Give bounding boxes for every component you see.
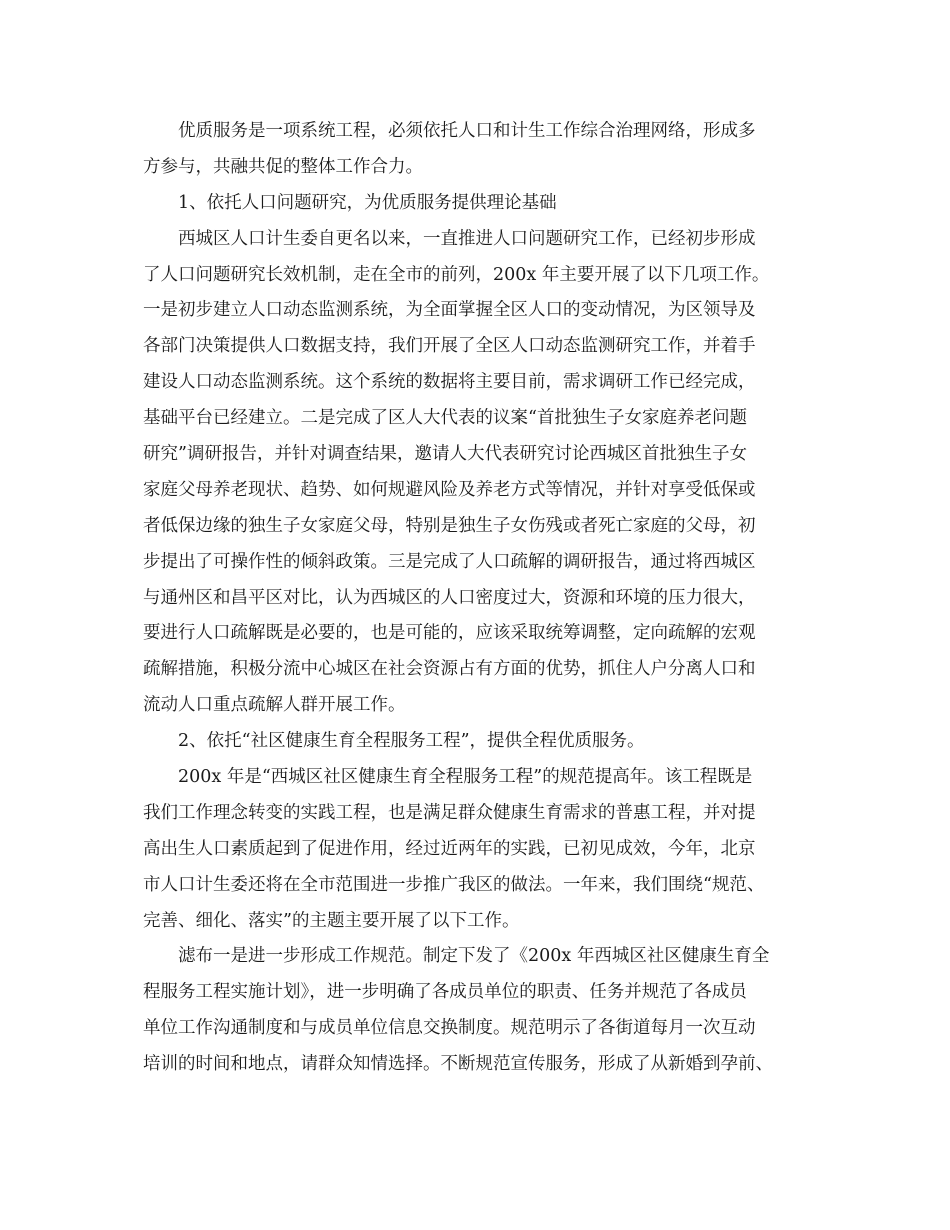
text-line: 完善、细化、落实”的主题主要开展了以下工作。 bbox=[143, 910, 520, 931]
text-line: 研究”调研报告，并针对调查结果，邀请人大代表研究讨论西城区首批独生子女 bbox=[143, 444, 747, 465]
text-line: 一是初步建立人口动态监测系统，为全面掌握全区人口的变动情况，为区领导及 bbox=[143, 300, 756, 321]
text-line: 单位工作沟通制度和与成员单位信息交换制度。规范明示了各街道每月一次互动 bbox=[143, 1018, 756, 1039]
text-line: 培训的时间和地点，请群众知情选择。不断规范宣传服务，形成了从新婚到孕前、 bbox=[143, 1054, 773, 1075]
text-line: 滤布一是进一步形成工作规范。制定下发了《200x 年西城区社区健康生育全 bbox=[178, 946, 770, 967]
text-line: 200x 年是“西城区社区健康生育全程服务工程”的规范提高年。该工程既是 bbox=[178, 767, 753, 788]
text-line: 要进行人口疏解既是必要的，也是可能的，应该采取统筹调整，定向疏解的宏观 bbox=[143, 623, 756, 644]
text-line: 基础平台已经建立。二是完成了区人大代表的议案“首批独生子女家庭养老问题 bbox=[143, 408, 747, 429]
text-line: 优质服务是一项系统工程，必须依托人口和计生工作综合治理网络，形成多 bbox=[178, 121, 756, 141]
text-line: 我们工作理念转变的实践工程，也是满足群众健康生育需求的普惠工程，并对提 bbox=[143, 802, 756, 823]
text-line: 各部门决策提供人口数据支持，我们开展了全区人口动态监测研究工作，并着手 bbox=[143, 336, 756, 357]
document-body bbox=[143, 114, 803, 1083]
text-line: 2、依托“社区健康生育全程服务工程”，提供全程优质服务。 bbox=[178, 731, 645, 752]
text-line: 方参与，共融共促的整体工作合力。 bbox=[143, 156, 423, 177]
text-line: 者低保边缘的独生子女家庭父母，特别是独生子女伤残或者死亡家庭的父母，初 bbox=[143, 515, 756, 536]
text-line: 流动人口重点疏解人群开展工作。 bbox=[143, 695, 406, 716]
text-line: 了人口问题研究长效机制，走在全市的前列，200x 年主要开展了以下几项工作。 bbox=[143, 264, 770, 285]
text-line: 程服务工程实施计划》，进一步明确了各成员单位的职责、任务并规范了各成员 bbox=[143, 982, 747, 1003]
text-line: 高出生人口素质起到了促进作用，经过近两年的实践，已初见成效，今年，北京 bbox=[143, 838, 756, 859]
text-line: 市人口计生委还将在全市范围进一步推广我区的做法。一年来，我们围绕“规范、 bbox=[143, 874, 765, 895]
text-line: 家庭父母养老现状、趋势、如何规避风险及养老方式等情况，并针对享受低保或 bbox=[143, 479, 756, 500]
text-line: 建设人口动态监测系统。这个系统的数据将主要目前，需求调研工作已经完成， bbox=[143, 372, 756, 393]
text-line: 步提出了可操作性的倾斜政策。三是完成了人口疏解的调研报告，通过将西城区 bbox=[143, 551, 756, 572]
text-line: 与通州区和昌平区对比，认为西城区的人口密度过大，资源和环境的压力很大， bbox=[143, 587, 756, 608]
text-line: 西城区人口计生委自更名以来，一直推进人口问题研究工作，已经初步形成 bbox=[178, 228, 756, 249]
text-line: 1、依托人口问题研究，为优质服务提供理论基础 bbox=[178, 192, 557, 213]
text-line: 疏解措施，积极分流中心城区在社会资源占有方面的优势，抓住人户分离人口和 bbox=[143, 659, 756, 680]
